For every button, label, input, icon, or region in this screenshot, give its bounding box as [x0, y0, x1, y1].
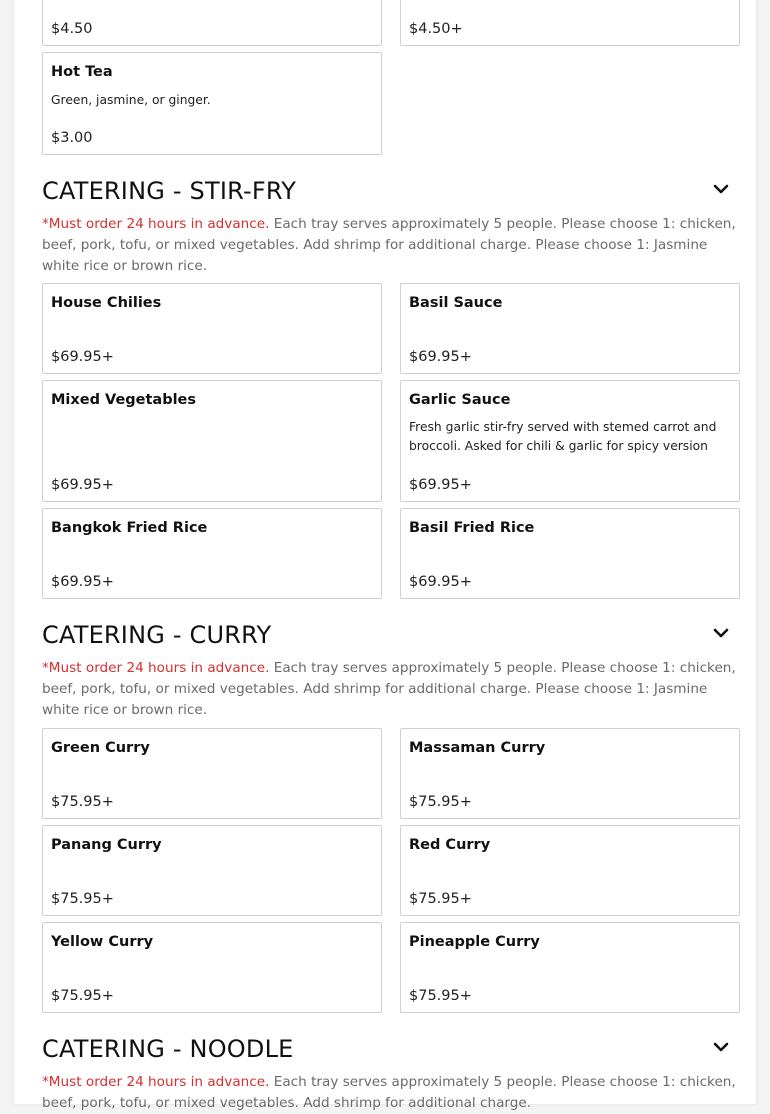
- item-price: $75.95+: [409, 891, 472, 907]
- item-price: $69.95+: [51, 477, 114, 493]
- menu-item-card[interactable]: [42, 508, 382, 599]
- menu-item-card[interactable]: [400, 380, 740, 502]
- menu-item-card-hot-tea[interactable]: [42, 52, 382, 155]
- menu-item-card[interactable]: [42, 283, 382, 374]
- item-price: $75.95+: [51, 794, 114, 810]
- advance-order-warning: *Must order 24 hours in advance.: [42, 660, 270, 676]
- menu-item-card[interactable]: [42, 380, 382, 502]
- chevron-down-icon[interactable]: [712, 180, 730, 198]
- item-name: Basil Sauce: [409, 295, 503, 311]
- item-name: Panang Curry: [51, 837, 162, 853]
- item-name: Basil Fried Rice: [409, 520, 535, 536]
- item-name: Hot Tea: [51, 64, 113, 80]
- section-stir-fry: [42, 172, 740, 277]
- menu-item-card[interactable]: [400, 508, 740, 599]
- item-name: Mixed Vegetables: [51, 392, 197, 408]
- item-price: $75.95+: [409, 988, 472, 1004]
- section-note: [42, 1072, 740, 1114]
- advance-order-warning: *Must order 24 hours in advance.: [42, 216, 270, 232]
- advance-order-warning: *Must order 24 hours in advance.: [42, 1074, 270, 1090]
- section-header[interactable]: [42, 616, 740, 654]
- menu-item-card[interactable]: [42, 825, 382, 916]
- item-name: Yellow Curry: [51, 934, 154, 950]
- menu-item-card[interactable]: [400, 0, 740, 46]
- section-note: [42, 214, 740, 277]
- menu-item-card[interactable]: [400, 825, 740, 916]
- chevron-down-icon[interactable]: [712, 624, 730, 642]
- item-description: Fresh garlic stir-fry served with stemed carrot and broccoli. Asked for chili & garlic for spicy version: [409, 420, 717, 453]
- section-description: Each tray serves approximately 5 people. Please choose 1: chicken, beef, pork, tofu, or mixed vegetables. Add shrimp for additional charge.: [42, 1074, 736, 1111]
- section-title: CATERING - CURRY: [42, 621, 272, 649]
- item-price: $69.95+: [409, 349, 472, 365]
- section-curry: [42, 616, 740, 721]
- section-title: CATERING - STIR-FRY: [42, 177, 297, 205]
- item-name: Garlic Sauce: [409, 392, 511, 408]
- section-description: Each tray serves approximately 5 people. Please choose 1: chicken, beef, pork, tofu, or mixed vegetables. Add shrimp for additional charge. Please choose 1: Jasmine white rice or brown rice.: [42, 216, 736, 274]
- item-price: $75.95+: [51, 891, 114, 907]
- item-price: $3.00: [51, 130, 93, 146]
- section-description: Each tray serves approximately 5 people. Please choose 1: chicken, beef, pork, tofu, or mixed vegetables. Add shrimp for additional charge. Please choose 1: Jasmine white rice or brown rice.: [42, 660, 736, 718]
- item-price: $69.95+: [409, 574, 472, 590]
- menu-item-card[interactable]: [42, 0, 382, 46]
- section-title: CATERING - NOODLE: [42, 1035, 294, 1063]
- item-name: House Chilies: [51, 295, 162, 311]
- section-header[interactable]: [42, 172, 740, 210]
- section-noodle: [42, 1030, 740, 1114]
- item-price: $75.95+: [409, 794, 472, 810]
- item-name: Green Curry: [51, 740, 150, 756]
- menu-item-card[interactable]: [42, 728, 382, 819]
- menu-item-card[interactable]: [400, 283, 740, 374]
- menu-item-card[interactable]: [42, 922, 382, 1013]
- item-description: Green, jasmine, or ginger.: [51, 93, 211, 107]
- item-name: Bangkok Fried Rice: [51, 520, 208, 536]
- section-note: [42, 658, 740, 721]
- item-name: Red Curry: [409, 837, 491, 853]
- item-price: $75.95+: [51, 988, 114, 1004]
- item-name: Massaman Curry: [409, 740, 546, 756]
- item-price: $69.95+: [51, 574, 114, 590]
- menu-page: [14, 0, 756, 1111]
- item-name: Pineapple Curry: [409, 934, 540, 950]
- chevron-down-icon[interactable]: [712, 1038, 730, 1056]
- item-price: $4.50+: [409, 21, 463, 37]
- menu-item-card[interactable]: [400, 922, 740, 1013]
- item-price: $4.50: [51, 21, 93, 37]
- item-price: $69.95+: [51, 349, 114, 365]
- menu-item-card[interactable]: [400, 728, 740, 819]
- item-price: $69.95+: [409, 477, 472, 493]
- section-header[interactable]: [42, 1030, 740, 1068]
